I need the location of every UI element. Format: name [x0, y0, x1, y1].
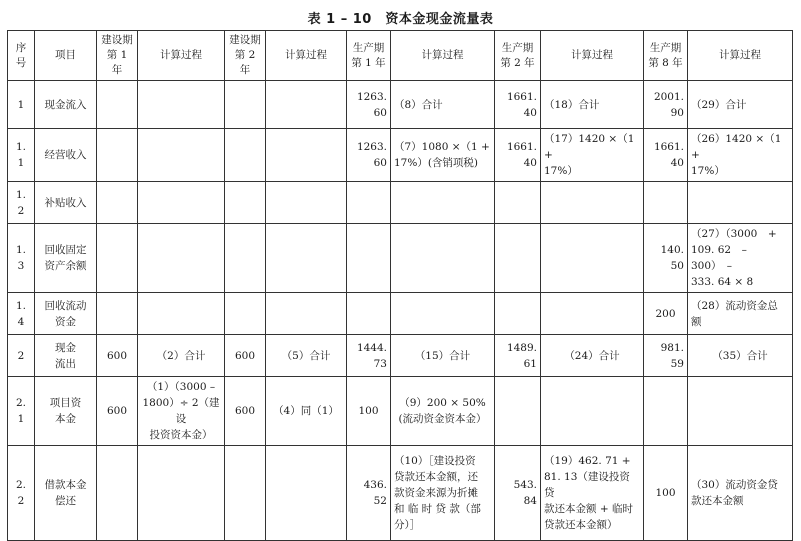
- calc-prod-1: [391, 224, 495, 293]
- calc-build-2: [266, 446, 347, 541]
- prod-year-8-value: 200: [644, 293, 688, 335]
- calc-prod-1: [391, 293, 495, 335]
- calc-build-1: [138, 224, 225, 293]
- calc-build-2: [266, 81, 347, 129]
- table-title: 表 1 – 10 资本金现金流量表: [307, 12, 494, 27]
- row-item: 经营收入: [35, 129, 97, 182]
- row-number: 1. 4: [8, 293, 35, 335]
- row-number: 1. 1: [8, 129, 35, 182]
- build-year-2-value: [225, 129, 266, 182]
- row-number: 2. 1: [8, 377, 35, 446]
- build-year-2-value: 600: [225, 377, 266, 446]
- table-row: [8, 129, 793, 182]
- calc-build-1: [138, 446, 225, 541]
- build-year-1-value: 600: [97, 335, 138, 377]
- prod-year-1-value: 1263. 60: [347, 81, 391, 129]
- row-number: 1. 2: [8, 182, 35, 224]
- prod-year-8-value: 2001. 90: [644, 81, 688, 129]
- prod-year-1-value: [347, 224, 391, 293]
- calc-prod-2: [541, 377, 644, 446]
- row-item: 项目资 本金: [35, 377, 97, 446]
- build-year-2-value: [225, 293, 266, 335]
- header-calc-build-1: 计算过程: [138, 31, 225, 81]
- table-row: [8, 335, 793, 377]
- row-item: 回收固定 资产余额: [35, 224, 97, 293]
- header-calc-prod-8: 计算过程: [688, 31, 793, 81]
- calc-prod-1: （9）200 × 50% (流动资金资本金）: [391, 377, 495, 446]
- header-build-year-2: 建设期 第 2 年: [225, 31, 266, 81]
- calc-build-2: [266, 293, 347, 335]
- prod-year-2-value: [495, 293, 541, 335]
- prod-year-2-value: [495, 377, 541, 446]
- build-year-1-value: [97, 293, 138, 335]
- prod-year-8-value: [644, 182, 688, 224]
- calc-prod-1: （10）［建设投资 贷款还本金额，还 款资金来源为折摊 和 临 时 贷 款（部 分）］: [391, 446, 495, 541]
- calc-prod-8: （26）1420 ×（1 + 17%）: [688, 129, 793, 182]
- calc-prod-2: （19）462. 71 + 81. 13（建设投资贷 款还本金额 + 临时 贷款还本金额）: [541, 446, 644, 541]
- calc-build-1: [138, 293, 225, 335]
- row-item: 借款本金 偿还: [35, 446, 97, 541]
- prod-year-8-value: 140. 50: [644, 224, 688, 293]
- header-prod-year-2: 生产期 第 2 年: [495, 31, 541, 81]
- table-row: [8, 293, 793, 335]
- calc-prod-8: （30）流动资金贷 款还本金额: [688, 446, 793, 541]
- prod-year-1-value: [347, 293, 391, 335]
- calc-prod-1: （8）合计: [391, 81, 495, 129]
- capital-cash-flow-table: [7, 30, 793, 541]
- prod-year-2-value: 1489. 61: [495, 335, 541, 377]
- calc-build-1: [138, 81, 225, 129]
- prod-year-1-value: 100: [347, 377, 391, 446]
- calc-prod-1: （7）1080 ×（1 + 17%）(含销项税): [391, 129, 495, 182]
- calc-prod-8: （35）合计: [688, 335, 793, 377]
- calc-prod-2: [541, 293, 644, 335]
- header-calc-prod-1: 计算过程: [391, 31, 495, 81]
- build-year-2-value: [225, 446, 266, 541]
- prod-year-2-value: [495, 182, 541, 224]
- build-year-1-value: [97, 81, 138, 129]
- table-row: [8, 224, 793, 293]
- row-item: 现金 流出: [35, 335, 97, 377]
- header-calc-prod-2: 计算过程: [541, 31, 644, 81]
- prod-year-1-value: [347, 182, 391, 224]
- table-row: [8, 377, 793, 446]
- row-item: 现金流入: [35, 81, 97, 129]
- calc-build-2: [266, 182, 347, 224]
- row-number: 1: [8, 81, 35, 129]
- build-year-2-value: 600: [225, 335, 266, 377]
- row-item: 补贴收入: [35, 182, 97, 224]
- calc-build-1: [138, 182, 225, 224]
- calc-prod-2: （24）合计: [541, 335, 644, 377]
- build-year-2-value: [225, 182, 266, 224]
- row-number: 2. 2: [8, 446, 35, 541]
- table-row: [8, 182, 793, 224]
- prod-year-1-value: 1444. 73: [347, 335, 391, 377]
- prod-year-2-value: [495, 224, 541, 293]
- build-year-1-value: 600: [97, 377, 138, 446]
- prod-year-8-value: [644, 377, 688, 446]
- calc-prod-2: （17）1420 ×（1 + 17%）: [541, 129, 644, 182]
- prod-year-2-value: 1661. 40: [495, 81, 541, 129]
- calc-build-1: [138, 129, 225, 182]
- row-number: 2: [8, 335, 35, 377]
- calc-prod-2: [541, 182, 644, 224]
- table-row: [8, 446, 793, 541]
- header-build-year-1: 建设期 第 1 年: [97, 31, 138, 81]
- calc-build-2: [266, 129, 347, 182]
- build-year-2-value: [225, 224, 266, 293]
- calc-prod-8: （28）流动资金总 额: [688, 293, 793, 335]
- prod-year-1-value: 1263. 60: [347, 129, 391, 182]
- table-row: [8, 81, 793, 129]
- prod-year-8-value: 981. 59: [644, 335, 688, 377]
- build-year-1-value: [97, 446, 138, 541]
- header-no: 序号: [8, 31, 35, 81]
- calc-prod-8: （27）（3000 + 109. 62 – 300） – 333. 64 × 8: [688, 224, 793, 293]
- prod-year-8-value: 100: [644, 446, 688, 541]
- calc-prod-2: （18）合计: [541, 81, 644, 129]
- header-calc-build-2: 计算过程: [266, 31, 347, 81]
- calc-prod-1: （15）合计: [391, 335, 495, 377]
- calc-prod-8: [688, 377, 793, 446]
- build-year-2-value: [225, 81, 266, 129]
- header-prod-year-1: 生产期 第 1 年: [347, 31, 391, 81]
- build-year-1-value: [97, 224, 138, 293]
- calc-build-1: （1）（3000 – 1800）÷ 2（建设 投资资本金）: [138, 377, 225, 446]
- calc-prod-8: [688, 182, 793, 224]
- row-item: 回收流动 资金: [35, 293, 97, 335]
- prod-year-2-value: 543. 84: [495, 446, 541, 541]
- build-year-1-value: [97, 182, 138, 224]
- row-number: 1. 3: [8, 224, 35, 293]
- prod-year-1-value: 436. 52: [347, 446, 391, 541]
- build-year-1-value: [97, 129, 138, 182]
- header-item: 项目: [35, 31, 97, 81]
- calc-prod-8: （29）合计: [688, 81, 793, 129]
- calc-build-2: （4）同（1）: [266, 377, 347, 446]
- header-row: [8, 31, 793, 81]
- calc-build-2: [266, 224, 347, 293]
- calc-prod-1: [391, 182, 495, 224]
- calc-build-2: （5）合计: [266, 335, 347, 377]
- prod-year-2-value: 1661. 40: [495, 129, 541, 182]
- header-prod-year-8: 生产期 第 8 年: [644, 31, 688, 81]
- calc-build-1: （2）合计: [138, 335, 225, 377]
- calc-prod-2: [541, 224, 644, 293]
- prod-year-8-value: 1661. 40: [644, 129, 688, 182]
